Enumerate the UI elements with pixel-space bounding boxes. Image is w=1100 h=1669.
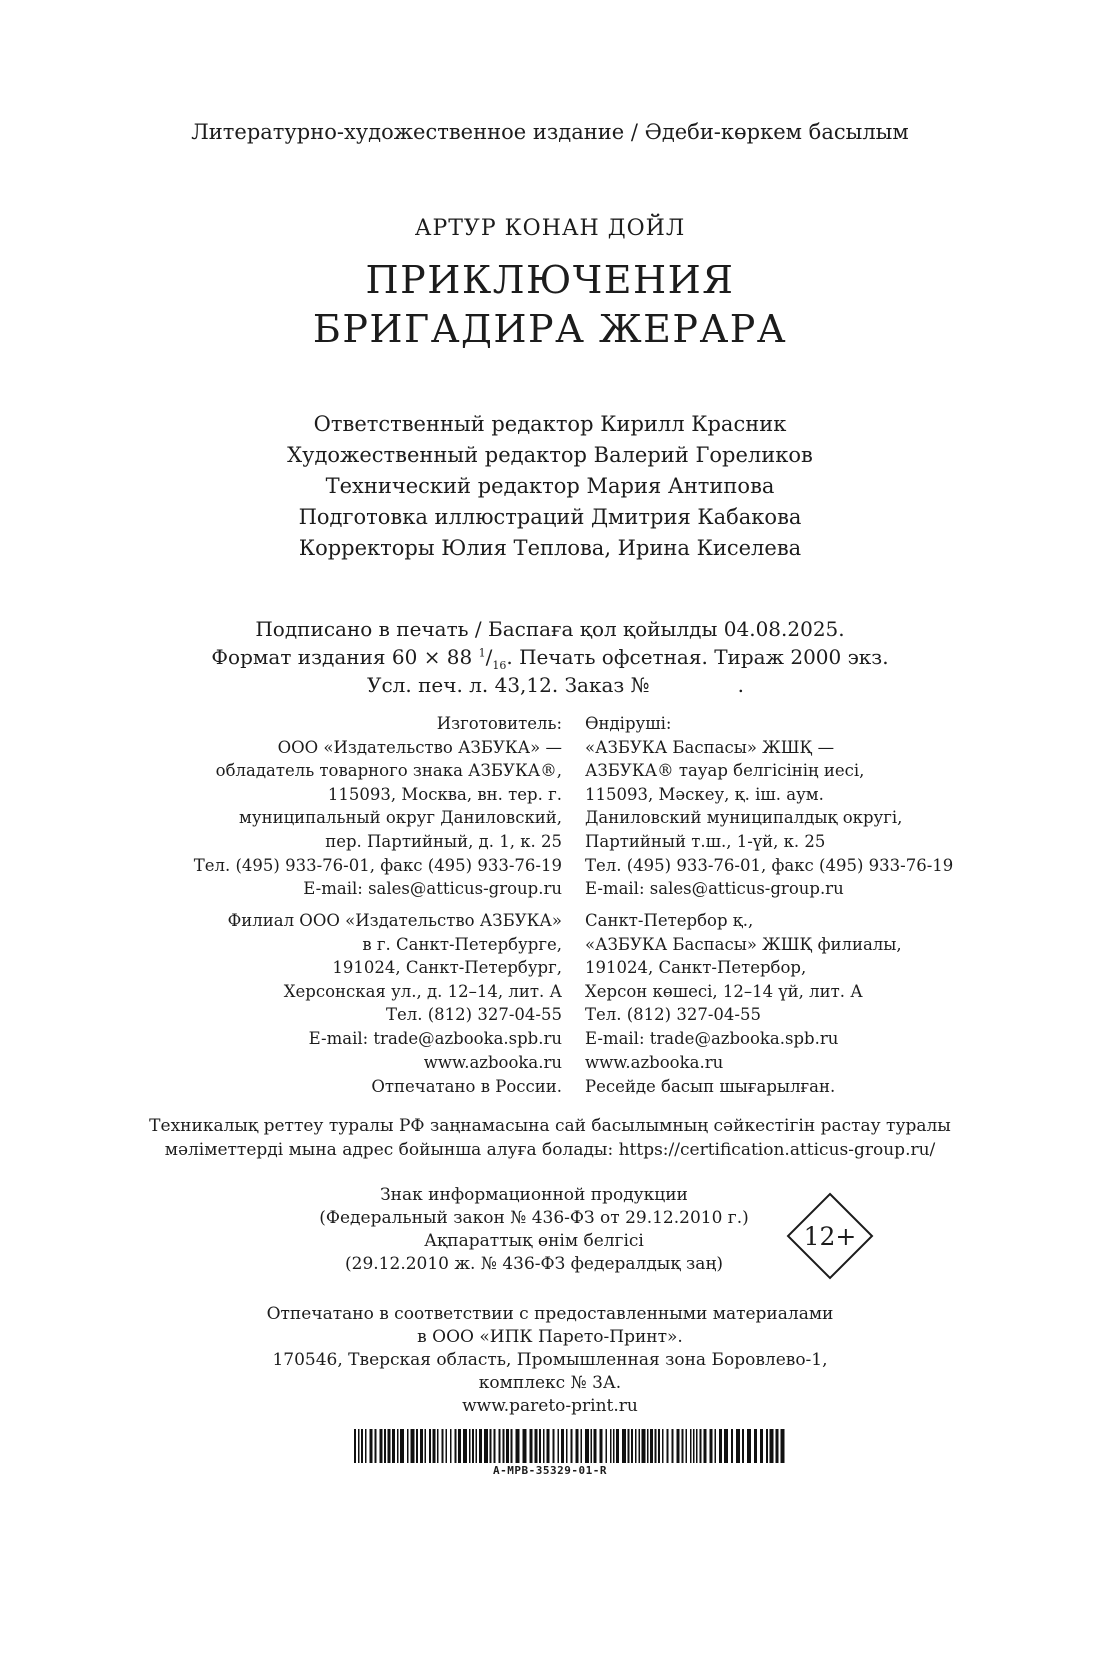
barcode-bar	[566, 1429, 568, 1463]
barcode-bar	[392, 1429, 395, 1463]
book-title-line-1: ПРИКЛЮЧЕНИЯ	[365, 258, 735, 302]
barcode-bar	[635, 1429, 637, 1463]
barcode-bar	[506, 1429, 509, 1463]
age-info-line: (29.12.2010 ж. № 436-ФЗ федералдық заң)	[345, 1254, 723, 1274]
imprint-line: E-mail: sales@atticus-group.ru	[303, 879, 562, 899]
credit-illustrations: Подготовка иллюстраций Дмитрия Кабакова	[298, 505, 802, 529]
barcode-bar	[479, 1429, 482, 1463]
web-ru	[371, 1051, 562, 1098]
barcode-bar	[490, 1429, 492, 1463]
edition-type: Литературно-художественное издание / Әдеби-көркем басылым	[191, 120, 909, 144]
barcode-bar	[361, 1429, 363, 1463]
barcode-bar	[606, 1429, 608, 1463]
imprint-line: Филиал ООО «Издательство АЗБУКА»	[227, 911, 562, 930]
barcode-bar	[622, 1429, 626, 1463]
website-text: www.azbooka.ru	[585, 1053, 724, 1072]
barcode-bar	[511, 1429, 513, 1463]
barcode-bar	[781, 1429, 785, 1463]
printer-line: www.pareto-print.ru	[462, 1396, 638, 1416]
barcode-bar	[613, 1429, 615, 1463]
age-rating-badge	[786, 1192, 874, 1280]
imprint-line: Санкт-Петербор қ.,	[585, 911, 754, 930]
barcode-bar	[581, 1429, 583, 1463]
barcode-bar	[446, 1429, 448, 1463]
barcode-bar	[539, 1429, 541, 1463]
barcode-bar	[400, 1429, 404, 1463]
format-suffix: . Печать офсетная. Тираж 2000 экз.	[506, 645, 889, 669]
barcode-bar	[616, 1429, 619, 1463]
barcode-bar	[600, 1429, 603, 1463]
imprint-line: Тел. (812) 327-04-55	[585, 1005, 761, 1025]
age-info-line: Ақпараттық өнім белгісі	[424, 1231, 644, 1251]
barcode-bar	[472, 1429, 474, 1463]
author-name: АРТУР КОНАН ДОЙЛ	[414, 216, 686, 241]
certification-line-1: Техникалық реттеу туралы РФ заңнамасына сай басылымның сәйкестігін растау туралы	[149, 1116, 951, 1136]
barcode-bar	[370, 1429, 373, 1463]
barcode-bar	[642, 1429, 646, 1463]
imprint-line: АЗБУКА® тауар белгісінің иесі,	[585, 761, 865, 781]
barcode-bar	[469, 1429, 471, 1463]
imprint-line: ООО «Издательство АЗБУКА» —	[277, 737, 562, 757]
barcode-bar	[455, 1429, 457, 1463]
barcode-bar	[397, 1429, 399, 1463]
barcode-bar	[499, 1429, 501, 1463]
barcode-bar	[516, 1429, 520, 1463]
barcode-bar	[494, 1429, 496, 1463]
format-numerator: 1	[478, 646, 486, 660]
imprint-line: Тел. (495) 933-76-01, факс (495) 933-76-19	[193, 855, 562, 875]
barcode-bar	[766, 1429, 768, 1463]
barcode-bar	[576, 1429, 579, 1463]
age-info-line: Знак информационной продукции	[380, 1185, 688, 1205]
barcode-bar	[647, 1429, 649, 1463]
barcode-bar	[375, 1429, 377, 1463]
barcode-bar	[420, 1429, 423, 1463]
printer-line: Отпечатано в соответствии с предоставленными материалами	[266, 1304, 834, 1324]
barcode-bar	[631, 1429, 633, 1463]
barcode-bar	[715, 1429, 717, 1463]
branch-kz	[585, 909, 902, 1051]
barcode-bar	[437, 1429, 439, 1463]
book-title-line-2: БРИГАДИРА ЖЕРАРА	[312, 307, 788, 351]
manufacturer-ru	[194, 712, 562, 901]
imprint-line: в г. Санкт-Петербурге,	[362, 934, 562, 954]
credit-art-editor: Художественный редактор Валерий Гореликов	[287, 443, 813, 467]
barcode-bar	[776, 1429, 779, 1463]
barcode-bar	[610, 1429, 612, 1463]
order-line	[367, 673, 744, 697]
barcode-bar	[650, 1429, 653, 1463]
barcode-bar	[503, 1429, 505, 1463]
barcode-bar	[388, 1429, 391, 1463]
barcode-bar	[358, 1429, 360, 1463]
barcode-bar	[411, 1429, 415, 1463]
barcode-bar	[710, 1429, 713, 1463]
barcode-bar	[530, 1429, 533, 1463]
barcode-bar	[742, 1429, 744, 1463]
barcode-bar	[662, 1429, 664, 1463]
barcode-bar	[484, 1429, 488, 1463]
order-end: .	[737, 673, 744, 697]
barcode-bar	[677, 1429, 680, 1463]
imprint-line: Даниловский муниципалдық округі,	[585, 808, 903, 828]
barcode-bar	[591, 1429, 593, 1463]
barcode-bar	[690, 1429, 692, 1463]
printer-line: комплекс № 3А.	[478, 1373, 622, 1393]
barcode-bar	[442, 1429, 444, 1463]
barcode-bar	[585, 1429, 589, 1463]
imprint-line: Партийный т.ш., 1-үй, к. 25	[585, 831, 826, 851]
barcode-bar	[450, 1429, 452, 1463]
barcode-bar	[667, 1429, 669, 1463]
barcode-bar	[736, 1429, 740, 1463]
barcode-bar	[416, 1429, 418, 1463]
barcode-bar	[639, 1429, 641, 1463]
barcode-bar	[429, 1429, 431, 1463]
barcode-bar	[425, 1429, 427, 1463]
barcode-bar	[686, 1429, 688, 1463]
signed-to-print: Подписано в печать / Баспаға қол қойылды 04.08.2025.	[255, 617, 845, 641]
imprint-line: «АЗБУКА Баспасы» ЖШҚ филиалы,	[585, 934, 902, 954]
imprint-line: Изготовитель:	[436, 714, 562, 733]
imprint-line: 115093, Москва, вн. тер. г.	[327, 784, 562, 804]
barcode-bar	[463, 1429, 467, 1463]
barcode-bar	[719, 1429, 722, 1463]
barcode-bar	[724, 1429, 728, 1463]
imprint-line: Тел. (495) 933-76-01, факс (495) 933-76-19	[585, 855, 954, 875]
imprint-line: Тел. (812) 327-04-55	[386, 1005, 562, 1025]
imprint-line: Өндіруші:	[585, 714, 672, 733]
manufacturer-kz	[585, 712, 953, 901]
imprint-line: муниципальный округ Даниловский,	[239, 808, 562, 828]
barcode-bar	[696, 1429, 698, 1463]
barcode-bar	[655, 1429, 657, 1463]
barcode-bar	[770, 1429, 774, 1463]
imprint-line: E-mail: trade@azbooka.spb.ru	[308, 1028, 562, 1048]
barcode-bar	[760, 1429, 763, 1463]
imprint-line: Херсон көшесі, 12–14 үй, лит. А	[585, 981, 863, 1001]
barcode-bar	[458, 1429, 461, 1463]
barcode-bar	[543, 1429, 545, 1463]
barcode-icon	[354, 1429, 786, 1463]
barcode-bar	[682, 1429, 684, 1463]
credit-proofreaders: Корректоры Юлия Теплова, Ирина Киселева	[298, 536, 802, 560]
barcode-bar	[747, 1429, 751, 1463]
barcode-bar	[476, 1429, 478, 1463]
imprint-line: обладатель товарного знака АЗБУКА®,	[215, 761, 562, 781]
barcode-bar	[535, 1429, 538, 1463]
imprint-line: «АЗБУКА Баспасы» ЖШҚ —	[585, 737, 835, 757]
barcode-bar	[754, 1429, 757, 1463]
imprint-line: пер. Партийный, д. 1, к. 25	[325, 831, 562, 851]
certification-line-2: мәліметтерді мына адрес бойынша алуға болады: https://certification.atticus-group.ru/	[164, 1140, 936, 1160]
barcode-bar	[628, 1429, 630, 1463]
imprint-line: 115093, Мәскеу, қ. іш. аум.	[585, 784, 824, 804]
barcode-bar	[731, 1429, 733, 1463]
barcode-bar	[594, 1429, 597, 1463]
printer-line: 170546, Тверская область, Промышленная зона Боровлево-1,	[272, 1350, 828, 1370]
order-text: Усл. печ. л. 43,12. Заказ №	[367, 673, 650, 697]
printed-in-text: Отпечатано в России.	[371, 1076, 562, 1096]
credit-tech-editor: Технический редактор Мария Антипова	[325, 474, 775, 498]
barcode-bar	[433, 1429, 436, 1463]
barcode-bar	[561, 1429, 564, 1463]
barcode-bar	[693, 1429, 695, 1463]
printed-in-text: Ресейде басып шығарылған.	[585, 1076, 836, 1096]
format-slash: /	[485, 645, 493, 669]
imprint-line: E-mail: sales@atticus-group.ru	[585, 879, 844, 899]
barcode-bar	[523, 1429, 527, 1463]
format-denominator: 16	[492, 659, 507, 672]
barcode-bar	[384, 1429, 386, 1463]
barcode-bar	[658, 1429, 660, 1463]
credit-responsible-editor: Ответственный редактор Кирилл Красник	[313, 412, 787, 436]
age-rating-text: 12+	[803, 1222, 857, 1251]
barcode-bar	[354, 1429, 356, 1463]
branch-ru	[228, 909, 562, 1051]
barcode-bar	[365, 1429, 367, 1463]
barcode-bar	[704, 1429, 707, 1463]
barcode-bar	[672, 1429, 674, 1463]
web-kz	[585, 1051, 835, 1098]
imprint-line: 191024, Санкт-Петербор,	[585, 958, 807, 978]
diamond-icon	[786, 1192, 874, 1280]
barcode-id: A-MPB-35329-01-R	[493, 1464, 607, 1477]
format-line	[0, 645, 1100, 672]
barcode-bar	[558, 1429, 560, 1463]
imprint-line: E-mail: trade@azbooka.spb.ru	[585, 1028, 839, 1048]
website-text: www.azbooka.ru	[423, 1053, 562, 1072]
printer-line: в ООО «ИПК Парето-Принт».	[417, 1327, 683, 1347]
barcode-bar	[407, 1429, 409, 1463]
barcode-bar	[571, 1429, 573, 1463]
imprint-line: Херсонская ул., д. 12–14, лит. А	[283, 981, 562, 1001]
barcode-bar	[380, 1429, 383, 1463]
barcode-bar	[700, 1429, 702, 1463]
barcode-bar	[547, 1429, 550, 1463]
format-prefix: Формат издания 60 × 88	[211, 645, 479, 669]
age-info-line: (Федеральный закон № 436-ФЗ от 29.12.2010 г.)	[319, 1208, 749, 1228]
barcode-bar	[553, 1429, 555, 1463]
imprint-line: 191024, Санкт-Петербург,	[332, 958, 562, 978]
